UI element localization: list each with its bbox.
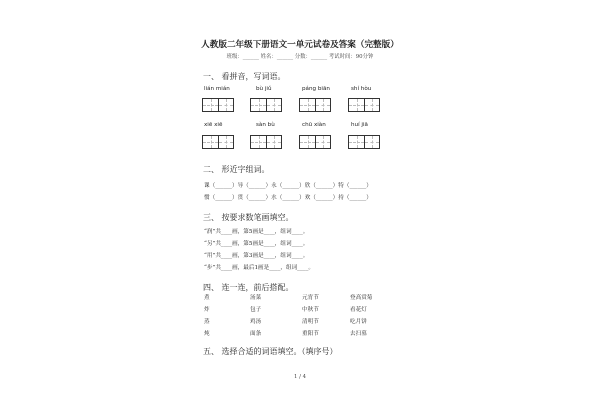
section-4-heading: 四、 连一连，前后搭配。 (203, 283, 294, 292)
writing-grid[interactable] (202, 98, 234, 112)
writing-grid[interactable] (299, 135, 331, 149)
stroke-question[interactable]: “步”共____画，最后1画是____，组词____。 (204, 265, 314, 271)
match-item[interactable]: 看花灯 (350, 307, 367, 313)
page-number: 1 / 4 (293, 374, 307, 380)
match-item[interactable]: 吃月饼 (350, 319, 367, 325)
section-3-heading: 三、 按要求数笔画填空。 (203, 213, 294, 222)
section-5-heading: 五、 选择合适的词语填空。（填序号） (203, 347, 338, 356)
match-item[interactable]: 煮 (204, 295, 210, 301)
match-item[interactable]: 炸 (204, 307, 210, 313)
match-item[interactable]: 蒸 (204, 319, 210, 325)
writing-grid[interactable] (250, 98, 282, 112)
section-1-heading: 一、 看拼音，写词语。 (203, 72, 286, 81)
pinyin-label: chū xiàn (302, 122, 326, 128)
pinyin-label: xiē xiē (204, 122, 223, 128)
stroke-question[interactable]: “润”共____画，第5画是____，组词____。 (204, 229, 309, 235)
match-item[interactable]: 元宵节 (302, 295, 319, 301)
match-item[interactable]: 清明节 (302, 319, 319, 325)
match-item[interactable]: 鸡汤 (250, 319, 262, 325)
match-item[interactable]: 汤菜 (250, 295, 262, 301)
pinyin-label: bù jiǔ (256, 86, 272, 92)
writing-grid[interactable] (299, 98, 331, 112)
writing-grid[interactable] (250, 135, 282, 149)
writing-grid[interactable] (348, 98, 380, 112)
pinyin-label: lián mián (204, 86, 230, 92)
stroke-question[interactable]: “用”共____画，第3画是____，组词____。 (204, 253, 309, 259)
match-item[interactable]: 中秋节 (302, 307, 319, 313)
pinyin-label: huí jiā (351, 122, 368, 128)
writing-grid[interactable] (202, 135, 234, 149)
match-item[interactable]: 重阳节 (302, 331, 319, 337)
match-item[interactable]: 炖 (204, 331, 210, 337)
pinyin-label: páng biān (302, 86, 330, 92)
match-item[interactable]: 去扫墓 (350, 331, 367, 337)
page-title: 人教版二年级下册语文一单元试卷及答案（完整版） (201, 40, 399, 50)
stroke-question[interactable]: “另”共____画，第5画是____，组词____。 (204, 241, 309, 247)
pinyin-label: shí hòu (351, 86, 372, 92)
writing-grid[interactable] (348, 135, 380, 149)
match-item[interactable]: 登高赏菊 (350, 295, 373, 301)
section-2-heading: 二、 形近字组词。 (203, 165, 270, 174)
student-info-line: 班级：______ 姓名：______ 分数：______ 考试时间：90分钟 (226, 54, 374, 60)
pinyin-label: sàn bù (256, 122, 275, 128)
word-building-line[interactable]: 课（______）导（______）永（______）欣（______）特（______） (204, 183, 372, 189)
word-building-line[interactable]: 惯（______）贯（______）水（______）欢（______）持（______） (204, 195, 372, 201)
match-item[interactable]: 包子 (250, 307, 262, 313)
match-item[interactable]: 面条 (250, 331, 262, 337)
